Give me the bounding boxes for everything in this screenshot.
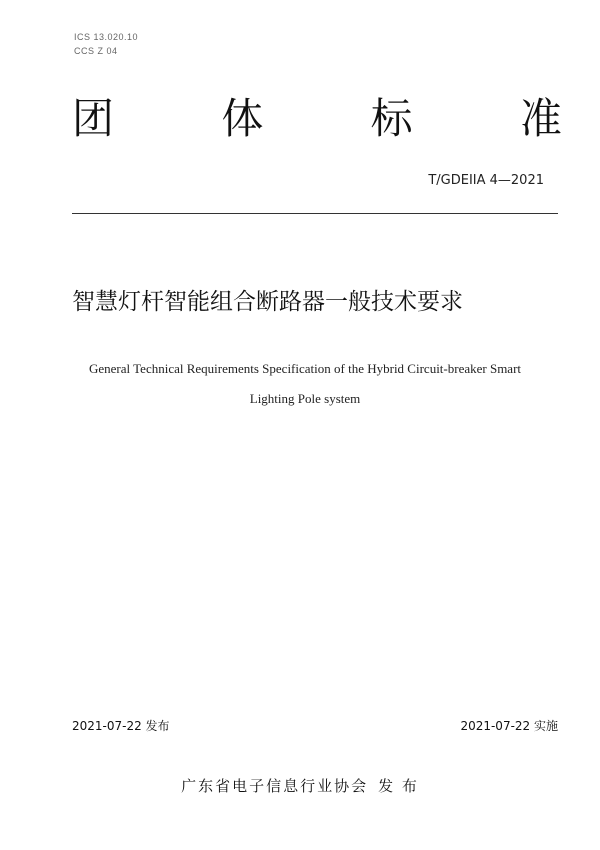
header-divider — [72, 213, 558, 214]
ics-code: ICS 13.020.10 — [74, 32, 139, 42]
classification-codes — [74, 30, 138, 58]
english-title-line-2: Lighting Pole system — [249, 391, 361, 406]
doc-type-char: 准 — [519, 94, 562, 143]
doc-type-char: 体 — [221, 94, 264, 143]
english-title-line-1: General Technical Requirements Specification of the Hybrid Circuit-breaker Smart — [88, 361, 522, 376]
doc-type-char: 标 — [370, 94, 413, 143]
implementation-date: 2021-07-22 实施 — [460, 719, 558, 733]
publisher-action: 发 布 — [378, 777, 419, 795]
doc-type-char: 团 — [72, 94, 115, 143]
ccs-code: CCS Z 04 — [74, 46, 118, 56]
document-type-heading — [72, 92, 562, 146]
publisher-line — [0, 775, 600, 797]
publisher-organization: 广东省电子信息行业协会 — [181, 777, 369, 795]
issue-date: 2021-07-22 发布 — [72, 719, 170, 733]
standard-number: T/GDEIIA 4—2021 — [428, 173, 544, 188]
chinese-title: 智慧灯杆智能组合断路器一般技术要求 — [72, 289, 463, 315]
english-title — [40, 354, 570, 414]
